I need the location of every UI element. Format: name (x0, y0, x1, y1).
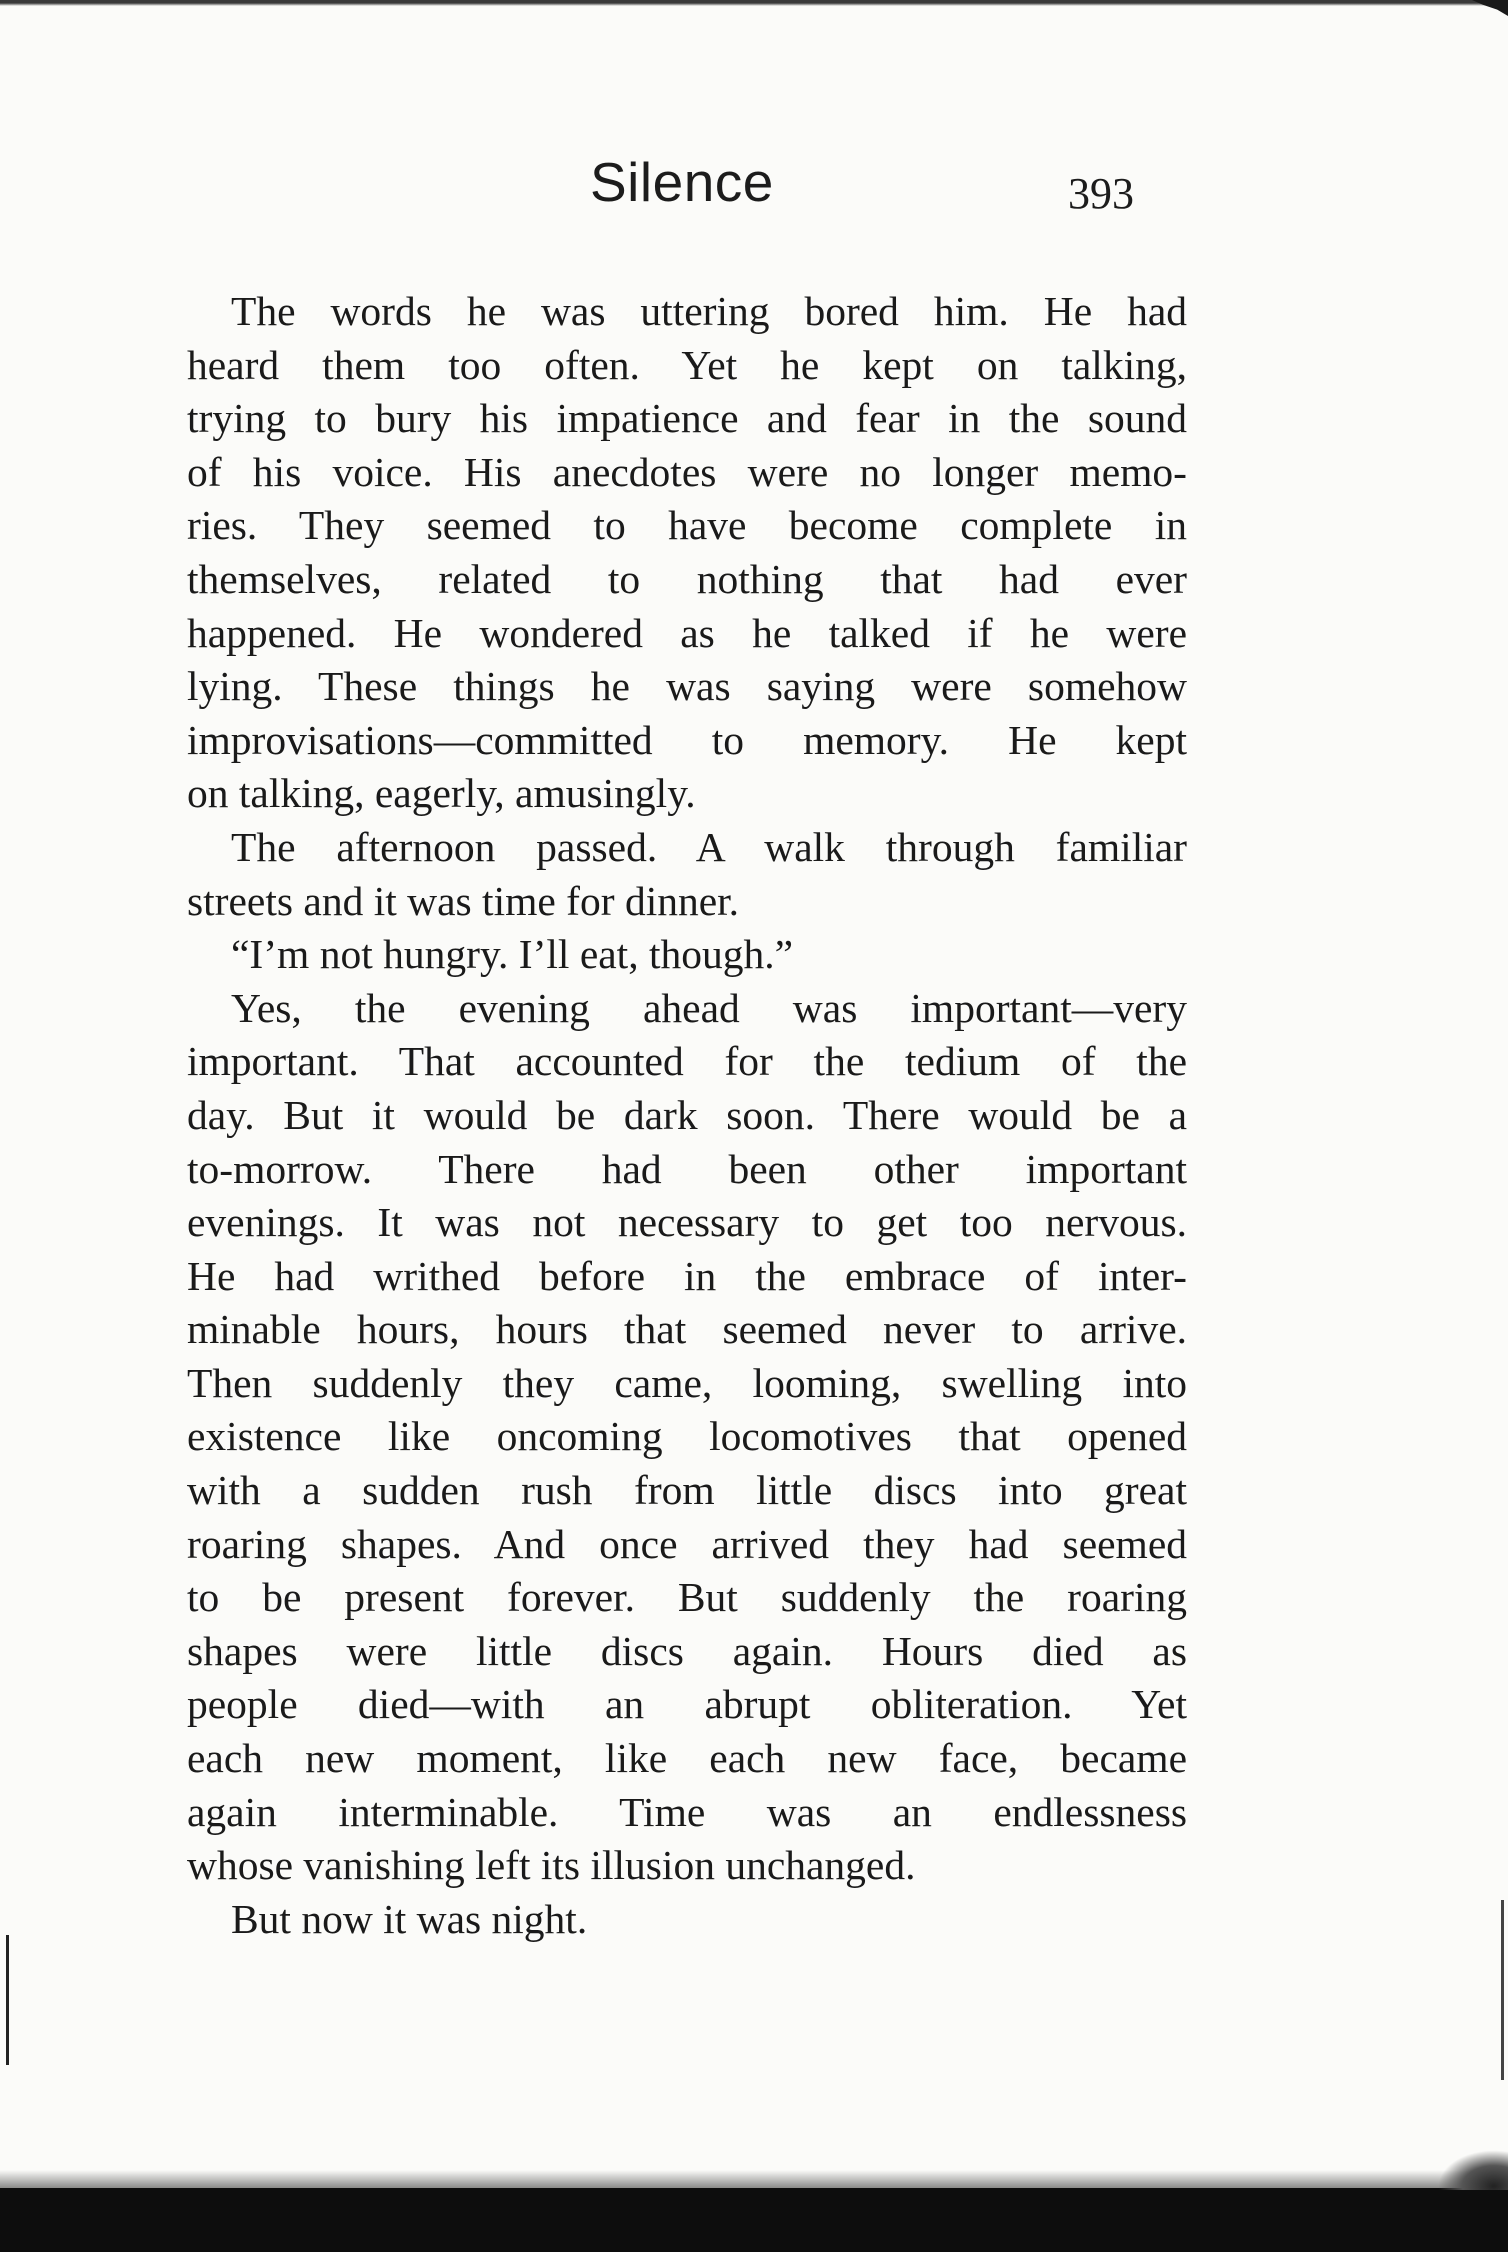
page-number: 393 (1068, 169, 1134, 218)
text-line: people died—with an abrupt obliteration. Yet (187, 1681, 1187, 1728)
paragraph (187, 285, 1187, 821)
text-line: improvisations—committed to memory. He kept (187, 716, 1187, 763)
text-line: streets and it was time for dinner. (187, 877, 740, 924)
text-line: evenings. It was not necessary to get too nervous. (187, 1199, 1187, 1246)
text-line: lying. These things he was saying were somehow (187, 663, 1187, 710)
text-line: each new moment, like each new face, became (187, 1735, 1187, 1782)
text-line: The afternoon passed. A walk through familiar (231, 823, 1187, 870)
text-line: with a sudden rush from little discs into great (187, 1467, 1187, 1514)
page-header (0, 150, 1508, 230)
text-line: existence like oncoming locomotives that opened (187, 1413, 1187, 1460)
text-line: day. But it would be dark soon. There would be a (187, 1091, 1187, 1138)
scan-bottom-edge (0, 2188, 1508, 2252)
text-line: ries. They seemed to have become complete in (187, 502, 1187, 549)
text-line: important. That accounted for the tedium of the (187, 1038, 1187, 1085)
paragraph (187, 1893, 1187, 1947)
text-line: Yes, the evening ahead was important—very (231, 984, 1187, 1031)
scan-bottom-corner-mark (1438, 2150, 1508, 2190)
text-line: to be present forever. But suddenly the roaring (187, 1574, 1187, 1621)
text-line: roaring shapes. And once arrived they had seemed (187, 1520, 1187, 1567)
scan-corner-mark (1472, 0, 1508, 16)
text-line: The words he was uttering bored him. He had (231, 288, 1187, 334)
scan-left-edge-line (6, 1935, 9, 2065)
paragraph (187, 982, 1187, 1893)
text-line: trying to bury his impatience and fear in the sound (187, 395, 1187, 442)
text-line: “I’m not hungry. I’ll eat, though.” (231, 931, 794, 978)
scan-top-edge (0, 0, 1508, 6)
text-line: heard them too often. Yet he kept on talking, (187, 341, 1187, 388)
text-line: happened. He wondered as he talked if he were (187, 609, 1187, 656)
text-line: themselves, related to nothing that had ever (187, 555, 1187, 602)
paragraph (187, 821, 1187, 928)
text-line: of his voice. His anecdotes were no longer memo- (187, 448, 1187, 495)
text-line: on talking, eagerly, amusingly. (187, 770, 696, 817)
body-text (187, 285, 1187, 1946)
text-line: shapes were little discs again. Hours died as (187, 1627, 1187, 1674)
text-line: again interminable. Time was an endlessness (187, 1788, 1187, 1835)
scan-right-edge-line (1501, 1900, 1504, 2080)
text-line: But now it was night. (231, 1895, 588, 1942)
text-line: to-morrow. There had been other important (187, 1145, 1187, 1192)
text-line: minable hours, hours that seemed never to arrive. (187, 1306, 1187, 1353)
running-title: Silence (590, 151, 774, 213)
text-line: Then suddenly they came, looming, swelling into (187, 1359, 1187, 1406)
text-line: He had writhed before in the embrace of inter- (187, 1252, 1187, 1299)
paragraph (187, 928, 1187, 982)
text-line: whose vanishing left its illusion unchanged. (187, 1842, 916, 1889)
